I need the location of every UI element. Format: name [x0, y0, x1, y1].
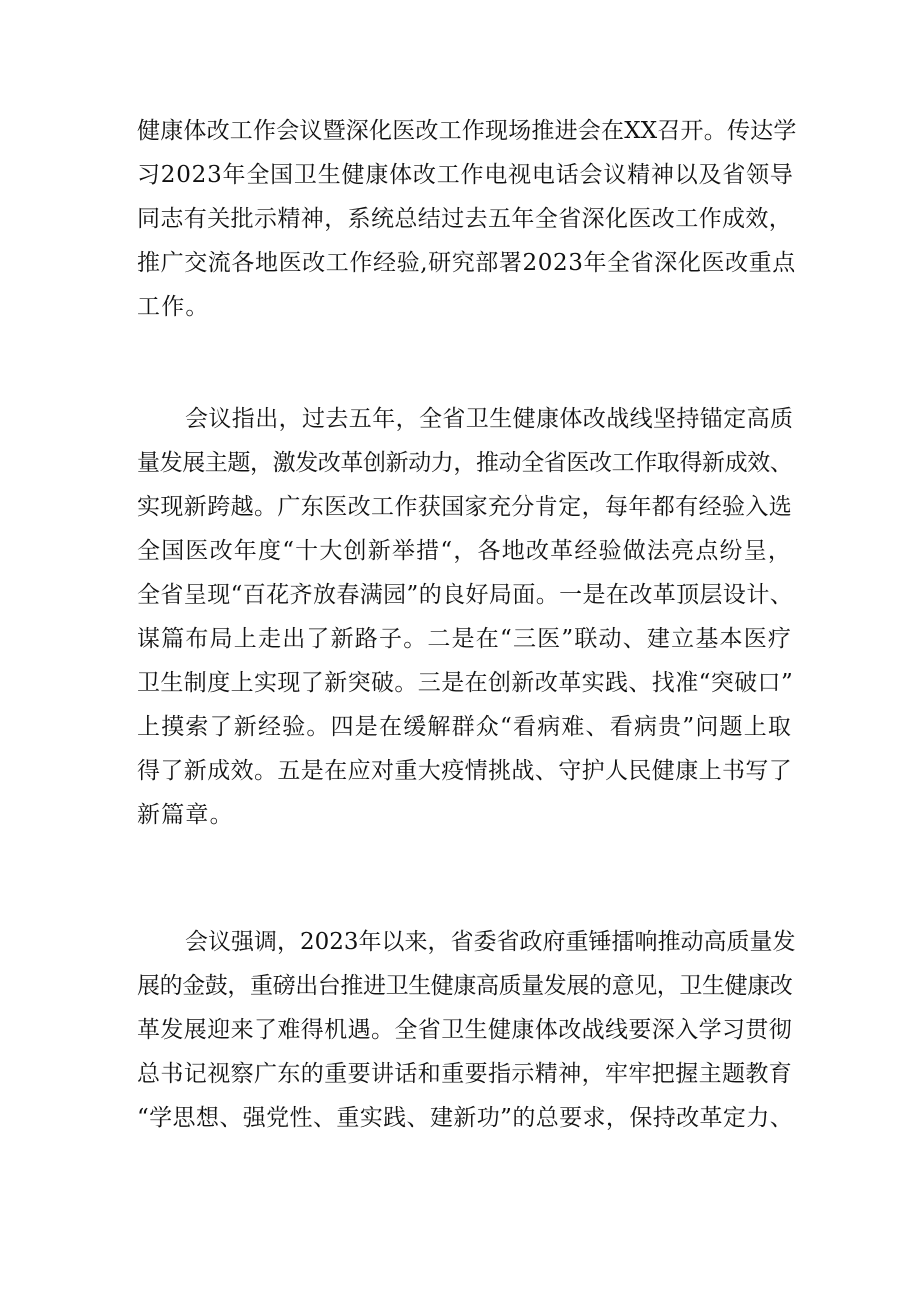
text-line: 量发展主题，激发改革创新动力，推动全省医改工作取得新成效、	[137, 450, 793, 476]
text-line: 革发展迎来了难得机遇。全省卫生健康体改战线要深入学习贯彻	[137, 1017, 793, 1043]
paragraph-past-five-years	[137, 397, 797, 837]
text-line: 健康体改工作会议暨深化医改工作现场推进会在XX召开。传达学	[137, 118, 797, 144]
paragraph-2023-emphasis	[137, 920, 797, 1140]
text-line: 会议强调，2023年以来，省委省政府重锤擂响推动高质量发	[185, 929, 796, 955]
text-line: 工作。	[137, 294, 210, 320]
text-line: 得了新成效。五是在应对重大疫情挑战、守护人民健康上书写了	[137, 758, 793, 784]
text-line: 全省呈现“百花齐放春满园”的良好局面。一是在改革顶层设计、	[137, 582, 794, 608]
text-line: 谋篇布局上走出了新路子。二是在“三医”联动、建立基本医疗	[137, 626, 793, 652]
paragraph-meeting-intro	[137, 109, 797, 329]
text-line: 同志有关批示精神，系统总结过去五年全省深化医改工作成效，	[137, 206, 793, 232]
text-line: 推广交流各地医改工作经验,研究部署2023年全省深化医改重点	[137, 250, 796, 276]
text-line: 全国医改年度“十大创新举措“，各地改革经验做法亮点纷呈，	[137, 538, 793, 564]
text-line: 展的金鼓，重磅出台推进卫生健康高质量发展的意见，卫生健康改	[137, 973, 793, 999]
text-line: 会议指出，过去五年，全省卫生健康体改战线坚持锚定高质	[185, 406, 794, 432]
text-line: 上摸索了新经验。四是在缓解群众“看病难、看病贵”问题上取	[137, 714, 793, 740]
text-line: 习2023年全国卫生健康体改工作电视电话会议精神以及省领导	[137, 162, 794, 188]
text-line: “学思想、强党性、重实践、建新功”的总要求，保持改革定力、	[137, 1105, 794, 1131]
text-line: 实现新跨越。广东医改工作获国家充分肯定，每年都有经验入选	[137, 494, 793, 520]
text-line: 总书记视察广东的重要讲话和重要指示精神，牢牢把握主题教育	[137, 1061, 793, 1087]
text-line: 卫生制度上实现了新突破。三是在创新改革实践、找准“突破口”	[137, 670, 794, 696]
text-line: 新篇章。	[137, 802, 234, 828]
